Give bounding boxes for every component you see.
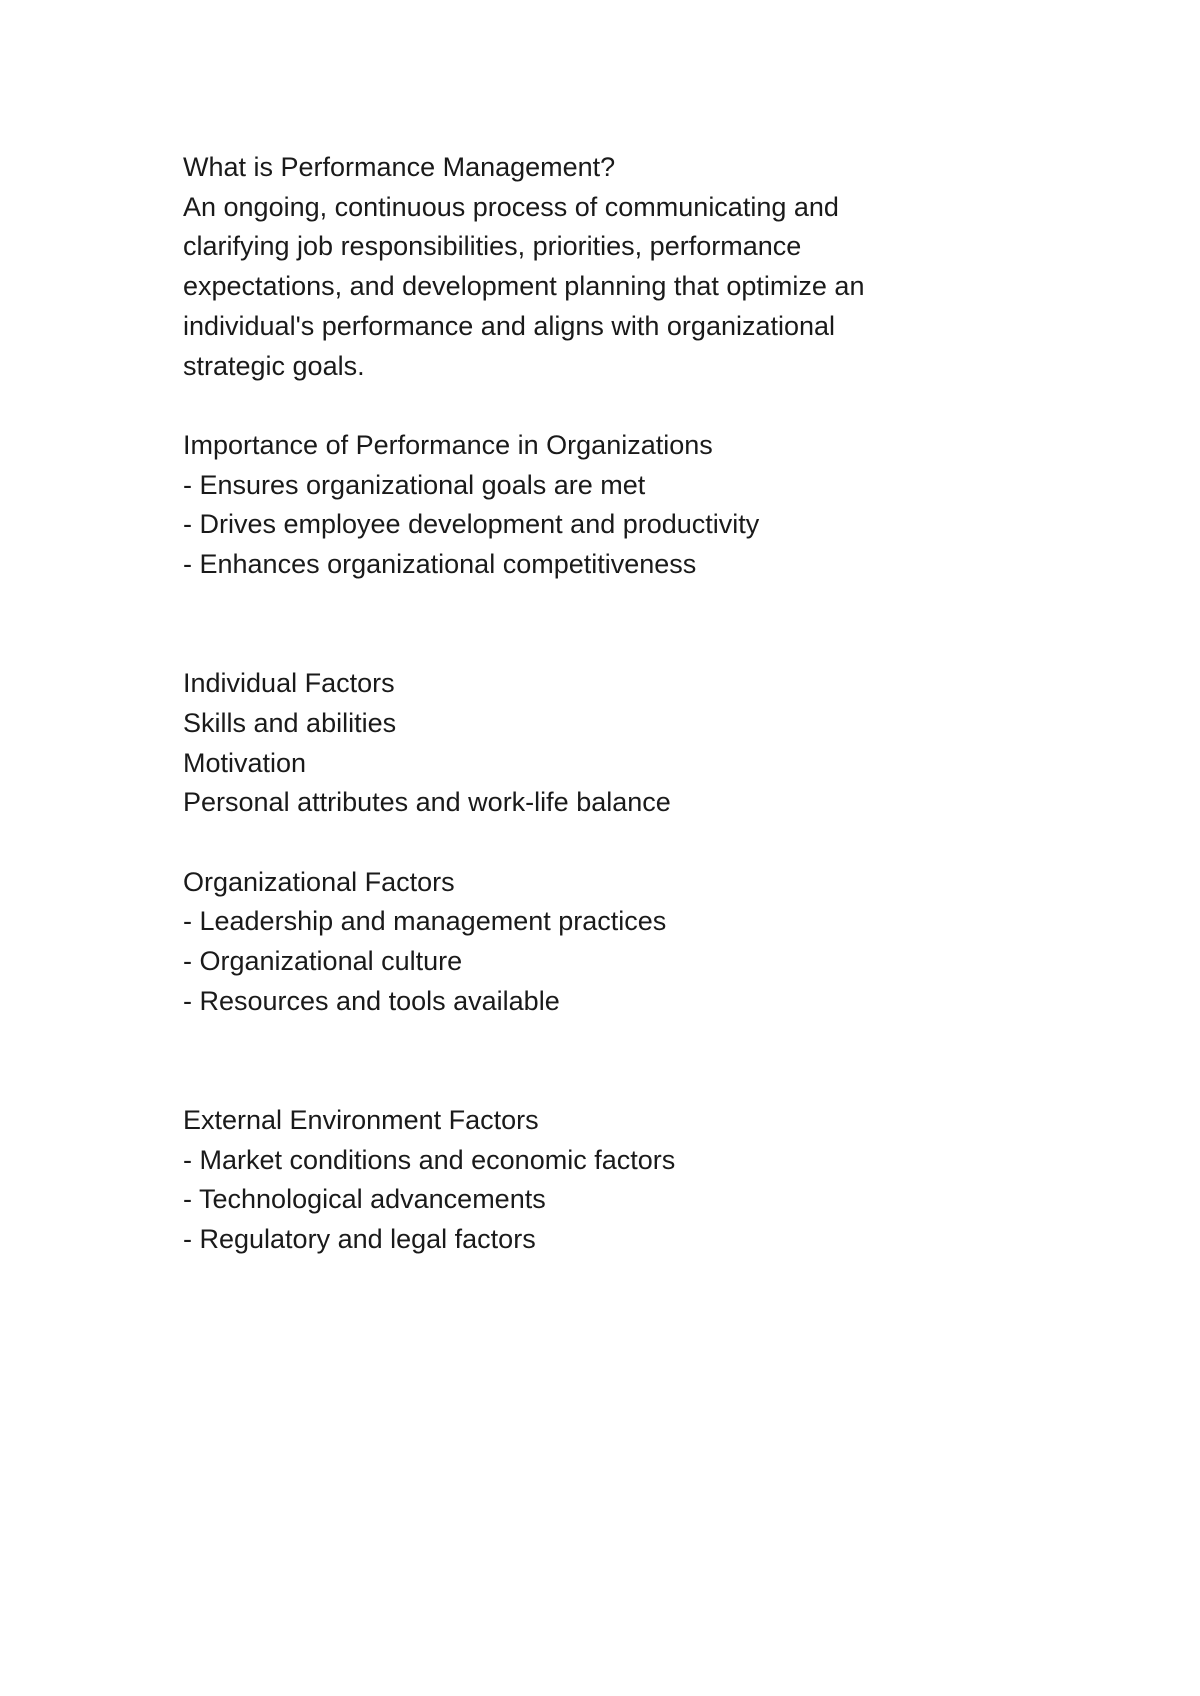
list-item: - Leadership and management practices [183, 906, 667, 937]
section-individual-factors [183, 664, 983, 823]
blank-lines [183, 1021, 983, 1100]
paragraph-line: strategic goals. [183, 350, 365, 381]
blank-line [183, 823, 983, 863]
section-heading: What is Performance Management? [183, 152, 616, 182]
section-organizational-factors [183, 863, 983, 1022]
list-item: - Ensures organizational goals are met [183, 469, 646, 500]
document-body [183, 148, 983, 1260]
section-heading: Organizational Factors [183, 866, 455, 897]
blank-lines [183, 585, 983, 664]
section-heading: External Environment Factors [183, 1104, 539, 1135]
list-item: - Resources and tools available [183, 985, 560, 1016]
paragraph-line: An ongoing, continuous process of communicating and [183, 191, 839, 222]
list-item: Personal attributes and work-life balance [183, 787, 671, 818]
paragraph-line: individual's performance and aligns with organizational [183, 310, 836, 341]
list-item: - Organizational culture [183, 946, 463, 977]
list-item: Skills and abilities [183, 707, 397, 738]
section-importance [183, 426, 983, 585]
list-item: - Regulatory and legal factors [183, 1223, 536, 1254]
list-item: - Market conditions and economic factors [183, 1144, 676, 1175]
list-item: - Technological advancements [183, 1184, 546, 1215]
section-performance-management [183, 148, 983, 386]
section-heading: Importance of Performance in Organizations [183, 429, 713, 460]
list-item: - Enhances organizational competitiveness [183, 549, 697, 580]
blank-line [183, 386, 983, 426]
section-heading: Individual Factors [183, 668, 395, 699]
paragraph-line: clarifying job responsibilities, priorities, performance [183, 231, 802, 262]
list-item: Motivation [183, 747, 307, 778]
section-external-factors [183, 1101, 983, 1260]
list-item: - Drives employee development and productivity [183, 509, 760, 540]
paragraph-line: expectations, and development planning that optimize an [183, 271, 865, 302]
